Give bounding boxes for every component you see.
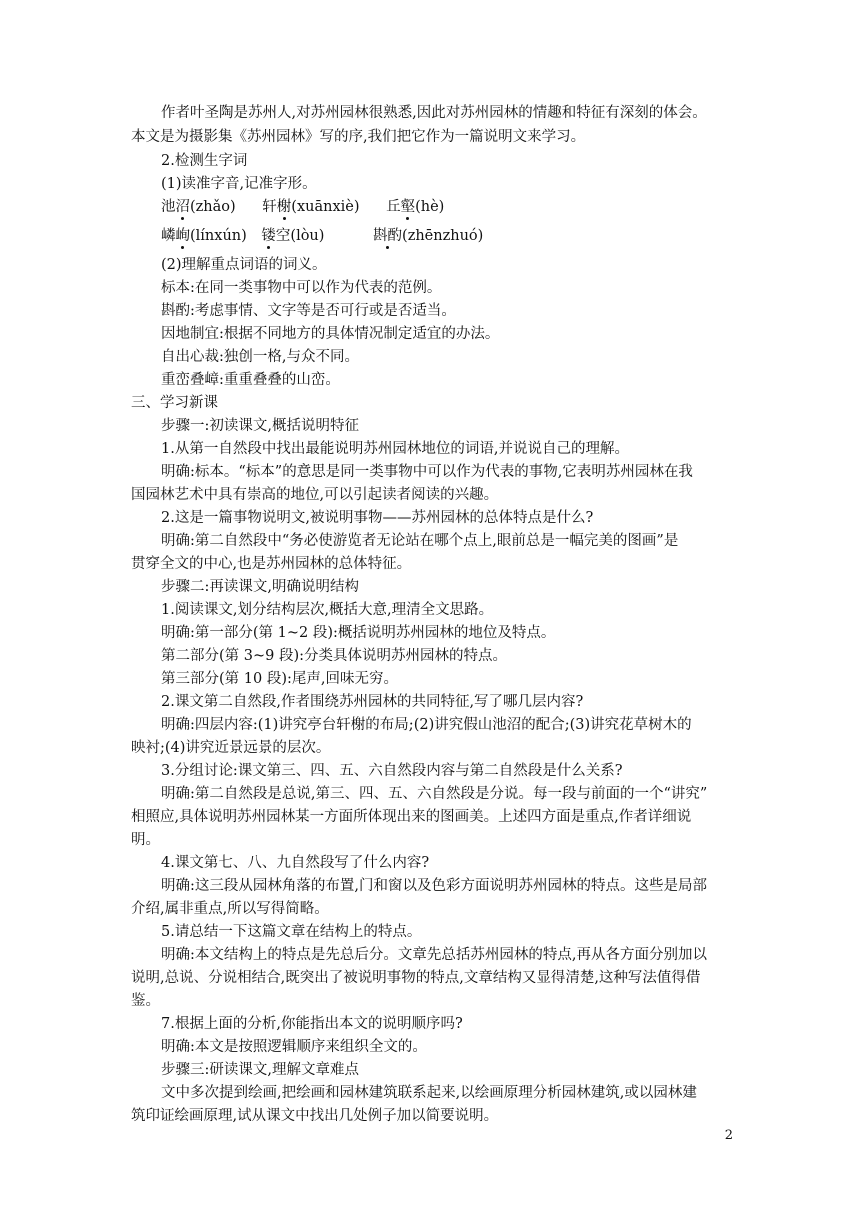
text-line: 本文是为摄影集《苏州园林》写的序,我们把它作为一篇说明文来学习。	[131, 129, 586, 145]
text-line: 三、学习新课	[131, 395, 218, 411]
text-line: 鉴。	[131, 993, 160, 1009]
text-line: 自出心裁:独创一格,与众不同。	[161, 349, 359, 365]
text-line: 映衬;(4)讲究近景远景的层次。	[131, 740, 331, 756]
vocab-item: 嶙峋(línxún)	[161, 228, 247, 244]
text-line: 明确:第二自然段是总说,第三、四、五、六自然段是分说。每一段与前面的一个“讲究”	[161, 786, 708, 802]
text-line: 明。	[131, 832, 160, 848]
text-line: 筑印证绘画原理,试从课文中找出几处例子加以简要说明。	[131, 1108, 499, 1124]
text-line: (1)读准字音,记准字形。	[161, 176, 317, 192]
text-line: 贯穿全文的中心,也是苏州园林的总体特征。	[131, 556, 412, 572]
vocab-row-1	[161, 197, 444, 217]
text-line: 明确:四层内容:(1)讲究亭台轩榭的布局;(2)讲究假山池沼的配合;(3)讲究花草树木的	[161, 717, 692, 733]
text-line: 2.这是一篇事物说明文,被说明事物——苏州园林的总体特点是什么?	[161, 510, 594, 526]
text-line: 5.请总结一下这篇文章在结构上的特点。	[161, 924, 422, 940]
text-line: 斟酌:考虑事情、文字等是否可行或是否适当。	[161, 303, 456, 319]
text-line: 明确:标本。“标本”的意思是同一类事物中可以作为代表的事物,它表明苏州园林在我	[161, 464, 693, 480]
text-line: 文中多次提到绘画,把绘画和园林建筑联系起来,以绘画原理分析园林建筑,或以园林建	[161, 1085, 697, 1101]
vocab-row-2	[161, 226, 483, 246]
text-line: 4.课文第七、八、九自然段写了什么内容?	[161, 855, 430, 871]
text-line: 明确:本文结构上的特点是先总后分。文章先总括苏州园林的特点,再从各方面分别加以	[161, 947, 707, 963]
text-line: 步骤三:研读课文,理解文章难点	[161, 1062, 359, 1078]
text-line: 重峦叠嶂:重重叠叠的山峦。	[161, 372, 340, 388]
text-line: 明确:这三段从园林角落的布置,门和窗以及色彩方面说明苏州园林的特点。这些是局部	[161, 878, 707, 894]
text-line: 步骤二:再读课文,明确说明结构	[161, 579, 359, 595]
text-line: 2.课文第二自然段,作者围绕苏州园林的共同特征,写了哪几层内容?	[161, 694, 584, 710]
vocab-item: 斟酌(zhēnzhuó)	[373, 228, 484, 244]
text-line: 第二部分(第 3~9 段):分类具体说明苏州园林的特点。	[161, 648, 508, 664]
text-line: 3.分组讨论:课文第三、四、五、六自然段内容与第二自然段是什么关系?	[161, 763, 623, 779]
text-line: 说明,总说、分说相结合,既突出了被说明事物的特点,文章结构又显得清楚,这种写法值得借	[131, 970, 701, 986]
text-line: 步骤一:初读课文,概括说明特征	[161, 418, 359, 434]
text-line: 7.根据上面的分析,你能指出本文的说明顺序吗?	[161, 1016, 463, 1032]
page-number: 2	[724, 1128, 733, 1143]
text-line: 明确:第一部分(第 1~2 段):概括说明苏州园林的地位及特点。	[161, 625, 556, 641]
text-line: 第三部分(第 10 段):尾声,回味无穷。	[161, 671, 398, 687]
text-line: (2)理解重点词语的词义。	[161, 257, 327, 273]
text-line: 标本:在同一类事物中可以作为代表的范例。	[161, 280, 442, 296]
text-line: 因地制宜:根据不同地方的具体情况制定适宜的办法。	[161, 326, 500, 342]
vocab-item: 丘壑(hè)	[386, 199, 445, 215]
vocab-item: 镂空(lòu)	[261, 228, 325, 244]
text-line: 明确:第二自然段中“务必使游览者无论站在哪个点上,眼前总是一幅完美的图画”是	[161, 533, 679, 549]
text-line: 明确:本文是按照逻辑顺序来组织全文的。	[161, 1039, 427, 1055]
text-line: 作者叶圣陶是苏州人,对苏州园林很熟悉,因此对苏州园林的情趣和特征有深刻的体会。	[161, 105, 707, 121]
text-line: 国园林艺术中具有崇高的地位,可以引起读者阅读的兴趣。	[131, 487, 499, 503]
vocab-item: 轩榭(xuānxiè)	[262, 199, 360, 215]
text-line: 1.阅读课文,划分结构层次,概括大意,理清全文思路。	[161, 602, 494, 618]
text-line: 介绍,属非重点,所以写得简略。	[131, 901, 329, 917]
text-line: 2.检测生字词	[161, 153, 248, 169]
vocab-item: 池沼(zhǎo)	[161, 199, 236, 215]
text-line: 相照应,具体说明苏州园林某一方面所体现出来的图画美。上述四方面是重点,作者详细说	[131, 809, 692, 825]
text-line: 1.从第一自然段中找出最能说明苏州园林地位的词语,并说说自己的理解。	[161, 441, 629, 457]
